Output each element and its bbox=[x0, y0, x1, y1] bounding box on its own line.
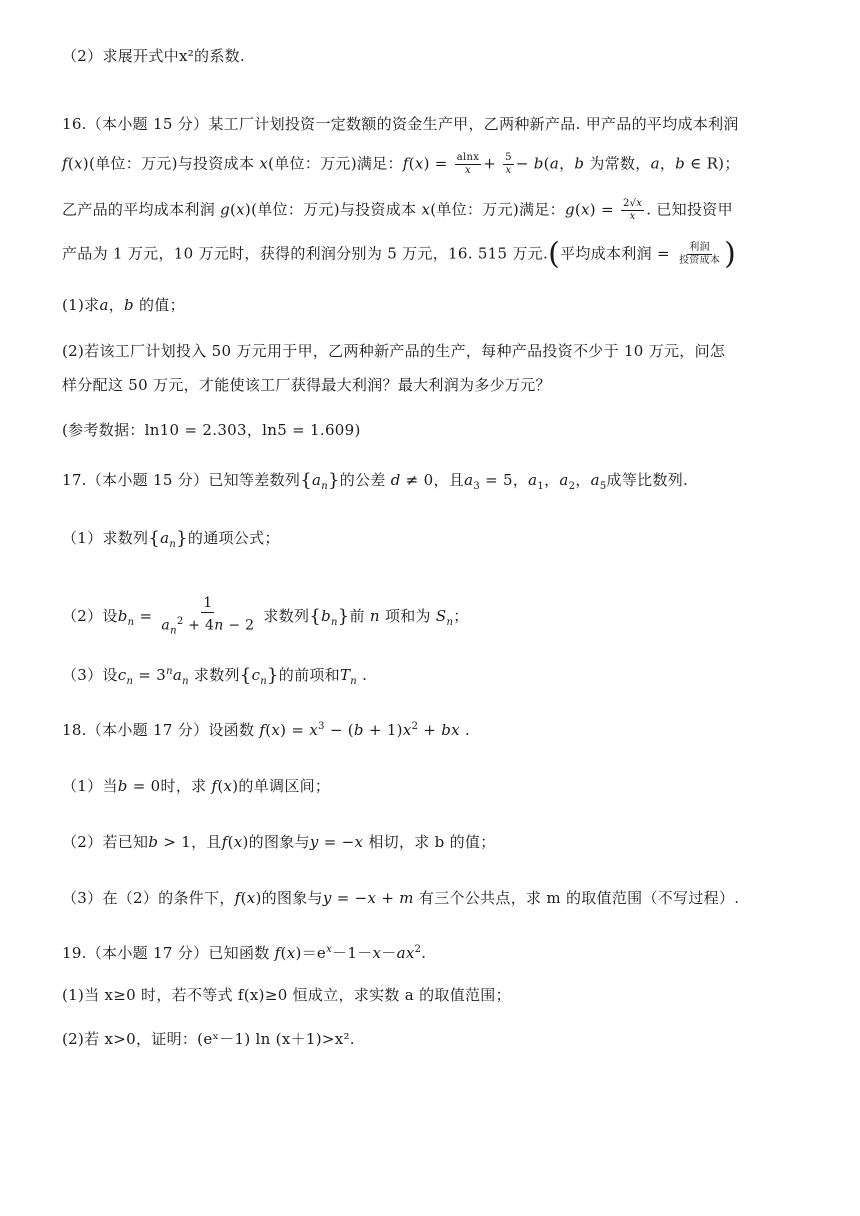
q18-part2: （2）若已知b > 1，且f(x)的图象与y = −x 相切，求 b 的值； bbox=[62, 833, 496, 851]
q17-part2: （2）设$b_n$ = $\frac{1}{a_n^2 + 4n - 2}$ 求数列$\{b_n\}$前 n 项和为 $S_n$； bbox=[62, 594, 469, 640]
q18-part1: （1）当b = 0时，求 f(x)的单调区间； bbox=[62, 777, 331, 795]
q19-part2: (2)若 x>0，证明：(eˣ－1) ln (x＋1)>x². bbox=[62, 1030, 355, 1048]
q16-line3: 乙产品的平均成本利润 g(x)(单位：万元)与投资成本 x(单位：万元)满足：g(x) = $\frac{2√x}{x}$ . 已知投资甲 bbox=[62, 198, 733, 222]
q18-head: 18.（本小题 17 分）设函数 $f(x) = x^3 - (b + 1)x^2$ + bx . bbox=[62, 721, 471, 739]
q15-part2: （2）求展开式中x²的系数. bbox=[62, 47, 245, 65]
q19-part1: (1)当 x≥0 时，若不等式 f(x)≥0 恒成立，求实数 a 的取值范围； bbox=[62, 986, 511, 1004]
q16-head: 16.（本小题 15 分）某工厂计划投资一定数额的资金生产甲，乙两种新产品. 甲产品的平均成本利润 bbox=[62, 115, 739, 133]
q17-part1: （1）求数列$\{a_n\}$的通项公式； bbox=[62, 528, 280, 550]
frac-5-over-x: $\frac{5}{x}$ bbox=[505, 152, 512, 176]
q19-head: 19.（本小题 17 分）已知函数 $f(x)=e^x-1-x-ax^2$. bbox=[62, 944, 427, 962]
q16-line2: f(x)(单位：万元)与投资成本 x(单位：万元)满足：f(x) = $\frac{alnx}{x}$ + $\frac{5}{x}$ − b(a，b 为常数，a，b ∈ R)； bbox=[62, 152, 740, 176]
math-fx: f bbox=[62, 154, 68, 173]
q17-head: 17.（本小题 15 分）已知等差数列$\{a_n\}$的公差 d ≠ 0，且$a_3 = 5$，$a_1$，$a_2$，$a_5$成等比数列. bbox=[62, 470, 689, 492]
frac-bn-definition: $\frac{1}{a_n^2 + 4n - 2}$ bbox=[161, 595, 255, 637]
frac-alnx-over-x: $\frac{alnx}{x}$ bbox=[456, 152, 480, 176]
frac-2sqrtx-over-x: $\frac{2√x}{x}$ bbox=[622, 198, 643, 222]
q16-part2-line1: (2)若该工厂计划投入 50 万元用于甲，乙两种新产品的生产，每种产品投资不少于 10 万元，问怎 bbox=[62, 342, 726, 360]
q18-part3: （3）在（2）的条件下，f(x)的图象与y = −x + m 有三个公共点，求 m 的取值范围（不写过程）. bbox=[62, 889, 740, 907]
frac-profit-over-cost: $\frac{\text{利润}}{\text{投资成本}}$ bbox=[678, 242, 721, 266]
q16-reference: (参考数据：ln10 = 2.303，ln5 = 1.609) bbox=[62, 421, 361, 439]
q16-line4: 产品为 1 万元，10 万元时，获得的利润分别为 5 万元，16. 515 万元.(平均成本利润 = $\frac{\text{利润}}{\text{投资成本}}$ ) bbox=[62, 236, 737, 272]
q16-part1: (1)求a，b 的值； bbox=[62, 296, 185, 314]
q16-part2-line2: 样分配这 50 万元，才能使该工厂获得最大利润？最大利润为多少万元？ bbox=[62, 376, 551, 394]
q17-part3: （3）设$c_n = 3^na_n$ 求数列$\{c_n\}$的前项和$T_n$ . bbox=[62, 665, 368, 687]
